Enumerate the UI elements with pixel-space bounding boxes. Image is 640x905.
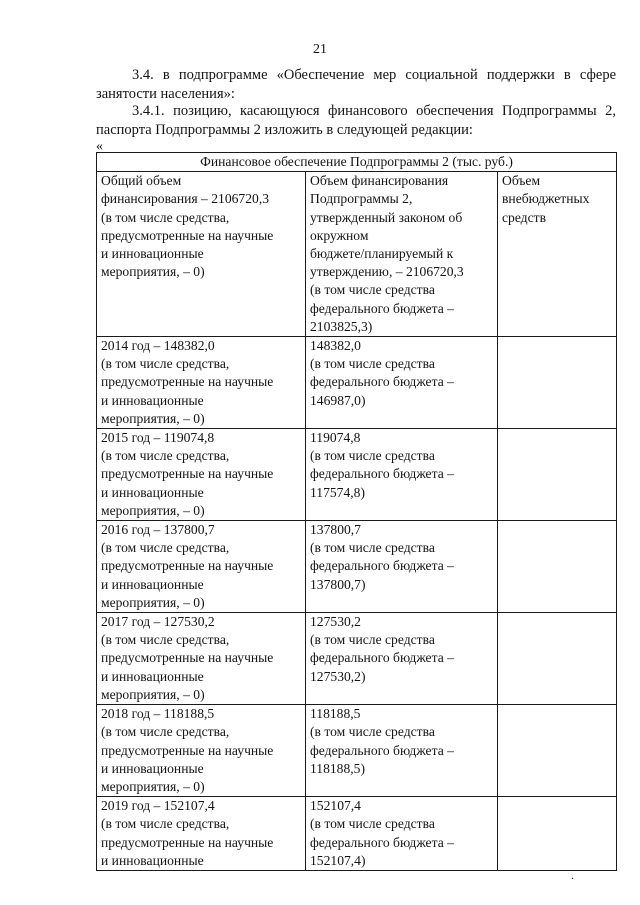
cell-line: и инновационные <box>101 852 204 868</box>
cell-line: Объем <box>502 173 541 189</box>
table-header-row <box>97 172 617 337</box>
cell-line: и инновационные <box>101 576 204 592</box>
cell-line: 118188,5) <box>310 760 365 776</box>
cell-line: мероприятия, – 0) <box>101 686 205 702</box>
extrabudgetary-cell <box>498 797 617 871</box>
cell-line: (в том числе средства, <box>101 632 230 648</box>
opening-quote-mark: « <box>96 139 103 154</box>
year-total-cell <box>97 705 306 797</box>
cell-line: предусмотренные на научные <box>101 374 274 390</box>
cell-line: 148382,0 <box>310 338 361 354</box>
cell-line: финансирования – 2106720,3 <box>101 191 270 207</box>
cell-line: утвержденный законом об <box>310 209 463 225</box>
table-row <box>97 705 617 797</box>
header-total-volume <box>97 172 306 337</box>
federal-budget-cell <box>306 613 498 705</box>
cell-line: 2017 год – 127530,2 <box>101 614 215 630</box>
cell-line: Общий объем <box>101 173 182 189</box>
federal-budget-cell <box>306 521 498 613</box>
cell-line: 152107,4 <box>310 798 361 814</box>
cell-line: 152107,4) <box>310 852 366 868</box>
cell-line: (в том числе средства, <box>101 816 230 832</box>
cell-line: и инновационные <box>101 392 204 408</box>
year-total-cell <box>97 797 306 871</box>
cell-line: внебюджетных <box>502 191 590 207</box>
cell-line: (в том числе средства <box>310 632 435 648</box>
cell-line: окружном <box>310 227 369 243</box>
cell-line: 2103825,3) <box>310 318 373 334</box>
cell-line: мероприятия, – 0) <box>101 502 205 518</box>
cell-line: федерального бюджета – <box>310 374 454 390</box>
cell-line: 2016 год – 137800,7 <box>101 522 215 538</box>
cell-line: 127530,2 <box>310 614 361 630</box>
extrabudgetary-cell <box>498 337 617 429</box>
cell-line: мероприятия, – 0) <box>101 778 205 794</box>
cell-line: федерального бюджета – <box>310 650 454 666</box>
cell-line: 127530,2) <box>310 668 366 684</box>
cell-line: и инновационные <box>101 668 204 684</box>
cell-line: предусмотренные на научные <box>101 466 274 482</box>
cell-line: и инновационные <box>101 246 204 262</box>
cell-line: 118188,5 <box>310 706 361 722</box>
table-row <box>97 429 617 521</box>
cell-line: 119074,8 <box>310 430 361 446</box>
cell-line: (в том числе средства <box>310 724 435 740</box>
cell-line: 2014 год – 148382,0 <box>101 338 215 354</box>
cell-line: (в том числе средства <box>310 816 435 832</box>
cell-line: 137800,7 <box>310 522 361 538</box>
cell-line: бюджете/планируемый к <box>310 246 454 262</box>
cell-line: Объем финансирования <box>310 173 449 189</box>
cell-line: (в том числе средства <box>310 540 435 556</box>
cell-line: 2019 год – 152107,4 <box>101 798 215 814</box>
cell-line: предусмотренные на научные <box>101 742 274 758</box>
table-row <box>97 797 617 871</box>
financing-table-body <box>97 153 617 871</box>
cell-line: федерального бюджета – <box>310 466 454 482</box>
table-row <box>97 521 617 613</box>
cell-line: 117574,8) <box>310 484 365 500</box>
cell-line: (в том числе средства <box>310 282 435 298</box>
table-row <box>97 613 617 705</box>
cell-line: Подпрограммы 2, <box>310 191 413 207</box>
cell-line: (в том числе средства <box>310 356 435 372</box>
extrabudgetary-cell <box>498 705 617 797</box>
cell-line: предусмотренные на научные <box>101 650 274 666</box>
year-total-cell <box>97 429 306 521</box>
federal-budget-cell <box>306 337 498 429</box>
table-title: Финансовое обеспечение Подпрограммы 2 (тыс. руб.) <box>97 153 617 172</box>
header-extrabudgetary <box>498 172 617 337</box>
cell-line: (в том числе средства, <box>101 448 230 464</box>
cell-line: мероприятия, – 0) <box>101 594 205 610</box>
cell-line: (в том числе средства, <box>101 209 230 225</box>
cell-line: предусмотренные на научные <box>101 834 274 850</box>
cell-line: предусмотренные на научные <box>101 558 274 574</box>
cell-line: 2018 год – 118188,5 <box>101 706 215 722</box>
cell-line: 137800,7) <box>310 576 366 592</box>
cell-line: средств <box>502 209 546 225</box>
cell-line: 2015 год – 119074,8 <box>101 430 215 446</box>
federal-budget-cell <box>306 429 498 521</box>
cell-line: федерального бюджета – <box>310 558 454 574</box>
header-subprogram-volume <box>306 172 498 337</box>
paragraph-3-4: 3.4. в подпрограмме «Обеспечение мер социальной поддержки в сфере занятости населения»: <box>96 67 616 102</box>
cell-line: федерального бюджета – <box>310 300 454 316</box>
year-total-cell <box>97 337 306 429</box>
cell-line: федерального бюджета – <box>310 834 454 850</box>
federal-budget-cell <box>306 705 498 797</box>
financing-table <box>96 152 617 871</box>
cell-line: мероприятия, – 0) <box>101 264 205 280</box>
extrabudgetary-cell <box>498 429 617 521</box>
page-number: 21 <box>313 42 327 57</box>
cell-line: (в том числе средства, <box>101 540 230 556</box>
scan-mark: . <box>571 868 574 882</box>
extrabudgetary-cell <box>498 613 617 705</box>
year-total-cell <box>97 521 306 613</box>
cell-line: и инновационные <box>101 760 204 776</box>
cell-line: утверждению, – 2106720,3 <box>310 264 464 280</box>
paragraph-3-4-1: 3.4.1. позицию, касающуюся финансового обеспечения Подпрограммы 2, паспорта Подпрограммы 2 изложить в следующей редакции: <box>96 103 616 138</box>
year-total-cell <box>97 613 306 705</box>
cell-line: мероприятия, – 0) <box>101 410 205 426</box>
extrabudgetary-cell <box>498 521 617 613</box>
cell-line: (в том числе средства, <box>101 724 230 740</box>
federal-budget-cell <box>306 797 498 871</box>
table-row <box>97 337 617 429</box>
cell-line: (в том числе средства, <box>101 356 230 372</box>
cell-line: предусмотренные на научные <box>101 227 274 243</box>
cell-line: 146987,0) <box>310 392 366 408</box>
cell-line: федерального бюджета – <box>310 742 454 758</box>
cell-line: и инновационные <box>101 484 204 500</box>
table-title-row <box>97 153 617 172</box>
cell-line: (в том числе средства <box>310 448 435 464</box>
